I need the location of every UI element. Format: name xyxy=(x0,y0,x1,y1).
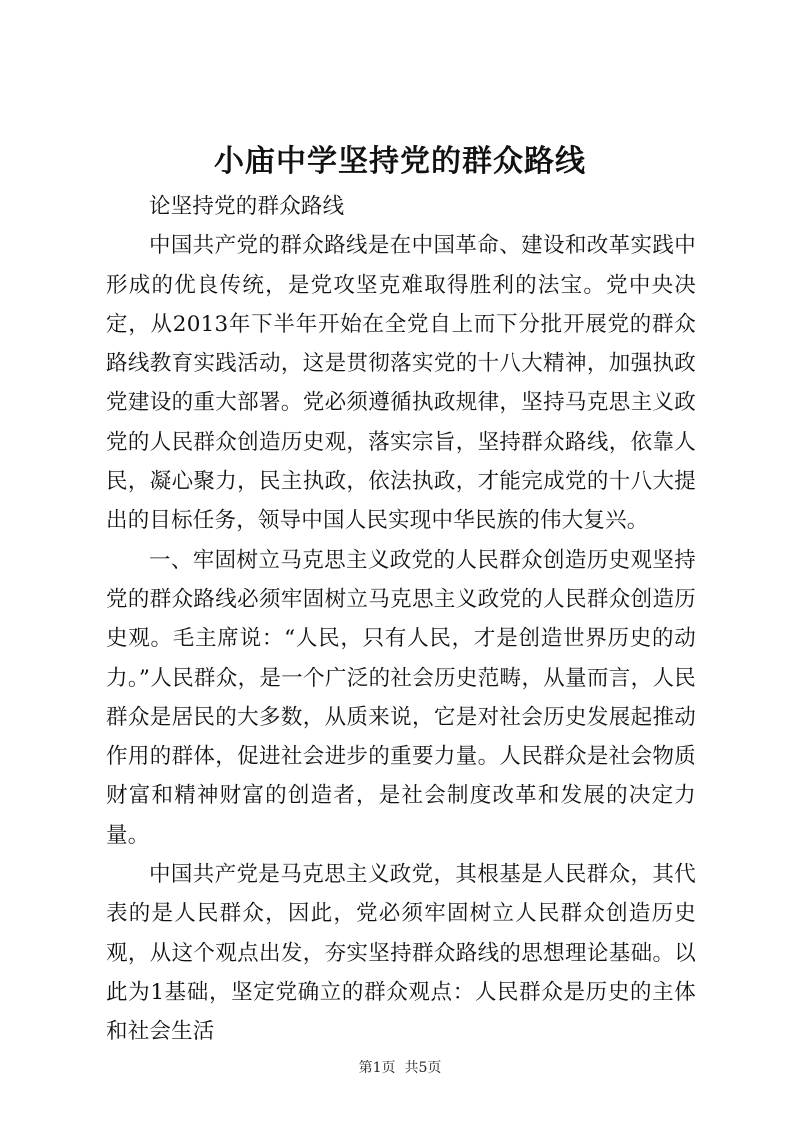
body-paragraph: 中国共产党是马克思主义政党，其根基是人民群众，其代表的是人民群众，因此，党必须牢固树立人民群众创造历史观，从这个观点出发，夯实坚持群众路线的思想理论基础。以此为1基础，坚定党确立的群众观点：人民群众是历史的主体和社会生活 xyxy=(106,862,696,1045)
subtitle-paragraph: 论坚持党的群众路线 xyxy=(149,194,345,219)
document-title: 小庙中学坚持党的群众路线 xyxy=(214,144,586,179)
total-pages: 共5页 xyxy=(404,1060,442,1076)
document-body xyxy=(106,187,696,1052)
body-paragraph: 一、牢固树立马克思主义政党的人民群众创造历史观坚持党的群众路线必须牢固树立马克思主义政党的人民群众创造历史观。毛主席说：“人民，只有人民，才是创造世界历史的动力。”人民群众，是一个广泛的社会历史范畴，从量而言，人民群众是居民的大多数，从质来说，它是对社会历史发展起推动作用的群体，促进社会进步的重要力量。人民群众是社会物质财富和精神财富的创造者，是社会制度改革和发展的决定力量。 xyxy=(106,547,696,848)
body-paragraph: 中国共产党的群众路线是在中国革命、建设和改革实践中形成的优良传统，是党攻坚克难取得胜利的法宝。党中央决定，从2013年下半年开始在全党自上而下分批开展党的群众路线教育实践活动，这是贯彻落实党的十八大精神，加强执政党建设的重大部署。党必须遵循执政规律，坚持马克思主义政党的人民群众创造历史观，落实宗旨，坚持群众路线，依靠人民，凝心聚力，民主执政，依法执政，才能完成党的十八大提出的目标任务，领导中国人民实现中华民族的伟大复兴。 xyxy=(106,233,696,534)
page-footer xyxy=(0,1058,800,1078)
page-number: 第1页 xyxy=(358,1060,396,1076)
